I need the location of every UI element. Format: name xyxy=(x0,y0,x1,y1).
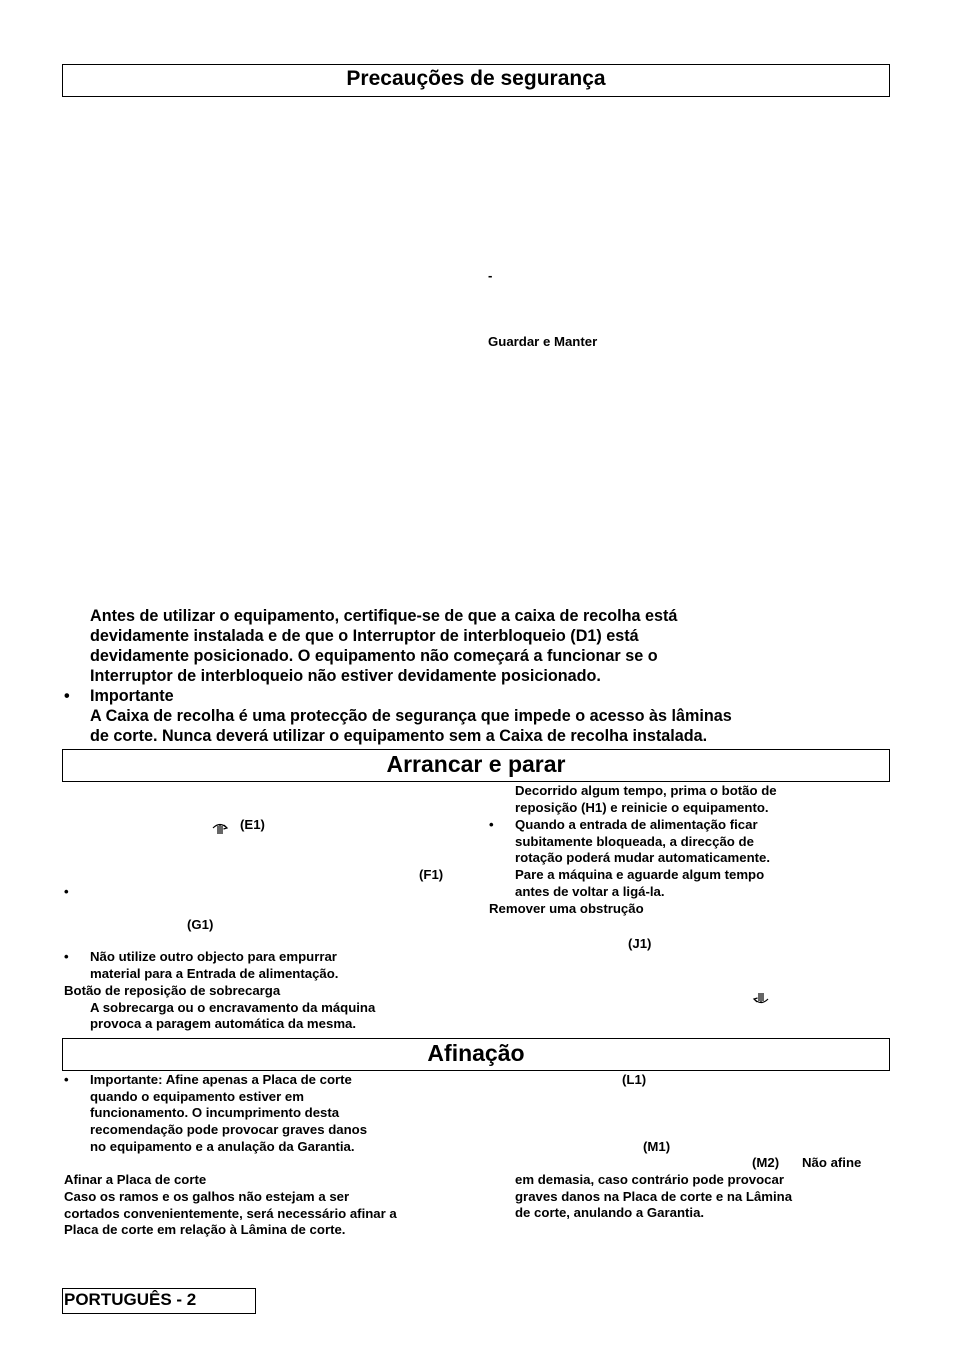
adjust-warning-line: recomendação pode provocar graves danos xyxy=(90,1122,368,1137)
bullet-mark: • xyxy=(489,817,494,832)
blockage-text-line: Quando a entrada de alimentação ficar xyxy=(515,817,758,832)
section-title-safety: Precauções de segurança xyxy=(346,67,606,90)
hand-rotate-icon xyxy=(210,819,230,840)
ref-m2: (M2) xyxy=(752,1155,780,1170)
cutting-plate-text-line: Placa de corte em relação à Lâmina de corte. xyxy=(64,1222,346,1237)
reset-continue-line: Decorrido algum tempo, prima o botão de xyxy=(515,783,777,798)
adjust-warning-line: quando o equipamento estiver em xyxy=(90,1089,304,1104)
ref-m1: (M1) xyxy=(643,1139,671,1154)
cutting-plate-text-line: Caso os ramos e os galhos não estejam a ser xyxy=(64,1189,350,1204)
safety-para-line: de corte. Nunca deverá utilizar o equipamento sem a Caixa de recolha instalada. xyxy=(90,727,708,745)
adjust-warning-line: no equipamento e a anulação da Garantia. xyxy=(90,1139,355,1154)
reset-text-line: provoca a paragem automática da mesma. xyxy=(90,1016,357,1031)
safety-para-line: Interruptor de interbloqueio não estiver devidamente posicionado. xyxy=(90,667,601,685)
reset-text-line: A sobrecarga ou o encravamento da máquina xyxy=(90,1000,376,1015)
ref-l1: (L1) xyxy=(622,1072,647,1087)
overadjust-text-line: graves danos na Placa de corte e na Lâmina xyxy=(515,1189,793,1204)
bullet-mark: • xyxy=(64,884,69,899)
cutting-plate-heading: Afinar a Placa de corte xyxy=(64,1172,207,1187)
section-title-start-stop: Arrancar e parar xyxy=(386,751,566,777)
section-title-adjustment: Afinação xyxy=(427,1040,525,1066)
cutting-plate-text-line: cortados convenientemente, será necessário afinar a xyxy=(64,1206,397,1221)
blockage-text-line: rotação poderá mudar automaticamente. xyxy=(515,850,771,865)
reset-heading: Botão de reposição de sobrecarga xyxy=(64,983,281,998)
ref-j1: (J1) xyxy=(628,936,652,951)
bullet-mark: • xyxy=(64,687,70,705)
blockage-text-line: antes de voltar a ligá-la. xyxy=(515,884,665,899)
push-warning-line: material para a Entrada de alimentação. xyxy=(90,966,339,981)
ref-g1: (G1) xyxy=(187,917,214,932)
safety-para-line: devidamente posicionado. O equipamento não começará a funcionar se o xyxy=(90,647,658,665)
ref-e1: (E1) xyxy=(240,817,265,832)
obstruction-heading: Remover uma obstrução xyxy=(489,901,644,916)
blockage-text-line: Pare a máquina e aguarde algum tempo xyxy=(515,867,765,882)
blockage-text-line: subitamente bloqueada, a direcção de xyxy=(515,834,754,849)
ref-f1: (F1) xyxy=(419,867,444,882)
overadjust-warning: Não afine xyxy=(802,1155,862,1170)
important-label: Importante xyxy=(90,687,174,705)
adjust-warning-line: Importante: Afine apenas a Placa de corte xyxy=(90,1072,352,1087)
reset-continue-line: reposição (H1) e reinicie o equipamento. xyxy=(515,800,769,815)
bullet-mark: • xyxy=(64,1072,69,1087)
adjust-warning-line: funcionamento. O incumprimento desta xyxy=(90,1105,340,1120)
footer-page-label: PORTUGUÊS - 2 xyxy=(64,1290,197,1309)
bullet-mark: • xyxy=(64,949,69,964)
overadjust-text-line: em demasia, caso contrário pode provocar xyxy=(515,1172,784,1187)
overadjust-text-line: de corte, anulando a Garantia. xyxy=(515,1205,705,1220)
dash-marker: - xyxy=(488,268,493,283)
safety-para-line: A Caixa de recolha é uma protecção de segurança que impede o acesso às lâminas xyxy=(90,707,732,725)
push-warning-line: Não utilize outro objecto para empurrar xyxy=(90,949,337,964)
safety-para-line: devidamente instalada e de que o Interruptor de interbloqueio (D1) está xyxy=(90,627,639,645)
safety-para-line: Antes de utilizar o equipamento, certifique-se de que a caixa de recolha está xyxy=(90,607,678,625)
rotate-reverse-icon xyxy=(751,992,771,1013)
storage-heading: Guardar e Manter xyxy=(488,334,598,349)
